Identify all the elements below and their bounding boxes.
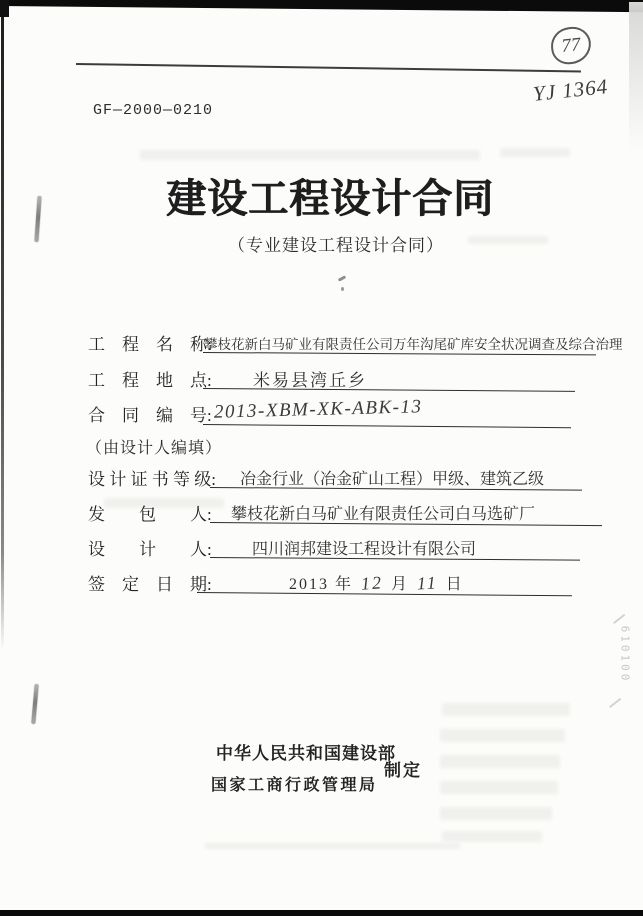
signing-date-year: 2013 <box>289 576 329 593</box>
field-value-signing-date <box>289 571 464 594</box>
field-label-certificate-grade: 设 计 证 书 等 级: <box>88 470 216 489</box>
footer-enacted-label: 制定 <box>384 761 422 780</box>
signing-date-day-handwritten: 11 <box>416 572 439 594</box>
field-value-contract-number-handwritten: 2013-XBM-XK-ABK-13 <box>213 396 423 423</box>
stray-ink-mark <box>338 275 346 281</box>
field-label-project-name: 工 程 名 称: <box>88 335 212 354</box>
bleed-through-mark <box>140 150 480 160</box>
field-label-signing-date: 签 定 日 期: <box>88 575 212 594</box>
header-rule-line <box>76 63 581 72</box>
side-stamp-number: 610100 <box>618 625 632 684</box>
scan-edge-bottom <box>0 910 643 916</box>
signing-date-year-unit: 年 <box>335 576 354 593</box>
field-label-contract-number: 合 同 编 号: <box>88 406 212 425</box>
field-note-filled-by-designer: （由设计人编填） <box>86 440 223 457</box>
field-value-project-name: 攀枝花新白马矿业有限责任公司万年沟尾矿库安全状况调查及综合治理 <box>204 337 623 352</box>
circled-page-number-text: 77 <box>560 33 582 57</box>
staple-mark-bottom <box>31 684 38 724</box>
field-value-client: 攀枝花新白马矿业有限责任公司白马选矿厂 <box>231 506 536 523</box>
bleed-through-mark <box>440 755 560 768</box>
side-stamp-tick-bottom <box>609 698 621 708</box>
scan-edge-right <box>629 2 643 152</box>
form-code: GF—2000—0210 <box>93 102 214 119</box>
underline-client <box>210 522 602 526</box>
bleed-through-mark <box>500 148 570 157</box>
field-value-project-location: 米易县湾丘乡 <box>253 371 367 390</box>
circled-page-number <box>549 25 593 66</box>
signing-date-month-unit: 月 <box>391 576 410 593</box>
field-label-client: 发 包 人: <box>88 505 212 524</box>
bleed-through-mark <box>205 843 460 849</box>
scan-edge-left <box>1 0 4 650</box>
underline-signing-date <box>197 592 572 596</box>
side-stamp-tick-top <box>613 614 625 624</box>
signing-date-month-handwritten: 12 <box>360 572 384 594</box>
field-label-designer: 设 计 人: <box>88 540 212 559</box>
field-label-project-location: 工 程 地 点: <box>88 371 212 390</box>
bleed-through-mark <box>442 831 542 842</box>
scan-edge-top <box>0 0 643 12</box>
footer-issuer-ministry: 中华人民共和国建设部 <box>216 744 396 763</box>
bleed-through-mark <box>440 807 552 820</box>
handwritten-reference-number: YJ 1364 <box>531 74 610 106</box>
bleed-through-mark <box>440 729 565 742</box>
document-title: 建设工程设计合同 <box>166 176 494 221</box>
field-value-certificate-grade: 冶金行业（冶金矿山工程）甲级、建筑乙级 <box>240 471 545 488</box>
bleed-through-mark <box>442 703 570 716</box>
document-subtitle: （专业建设工程设计合同） <box>228 236 444 255</box>
bleed-through-mark <box>440 781 558 794</box>
scan-corner-top-left <box>0 0 9 17</box>
footer-issuer-administration: 国家工商行政管理局 <box>211 777 378 794</box>
stray-ink-dot <box>341 287 344 291</box>
underline-contract-number <box>203 424 571 428</box>
field-value-designer: 四川润邦建设工程设计有限公司 <box>252 541 477 558</box>
signing-date-day-unit: 日 <box>445 576 464 593</box>
